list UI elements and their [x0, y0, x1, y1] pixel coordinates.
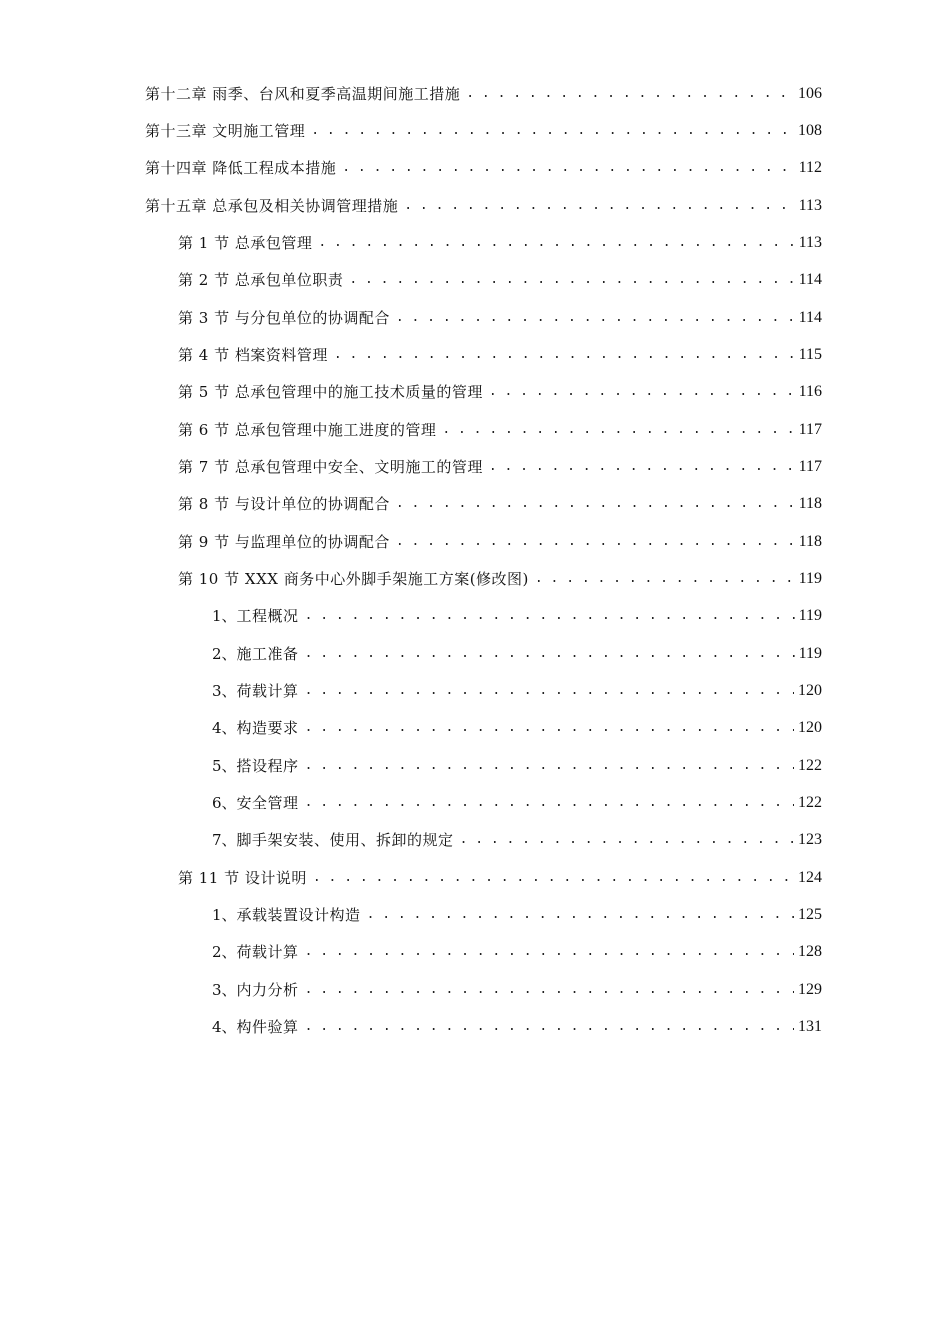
toc-entry-page: 131 — [798, 1018, 822, 1035]
toc-entry-title: 第十五章 总承包及相关协调管理措施 — [145, 197, 399, 215]
toc-entry-title: 第十二章 雨季、台风和夏季高温期间施工措施 — [145, 85, 461, 103]
dot-leader — [305, 754, 794, 778]
toc-entry-page: 128 — [798, 943, 822, 960]
toc-entry-page: 106 — [798, 85, 822, 102]
toc-entry-page: 119 — [798, 570, 822, 587]
dot-leader — [535, 567, 795, 591]
toc-entry-page: 119 — [798, 645, 822, 662]
toc-entry-number: 5、 — [212, 757, 237, 775]
toc-entry[interactable] — [212, 642, 822, 666]
toc-entry-title: 第 5 节 总承包管理中的施工技术质量的管理 — [178, 383, 483, 401]
toc-entry-title: 第 9 节 与监理单位的协调配合 — [178, 533, 390, 551]
toc-entry-page: 114 — [798, 271, 822, 288]
toc-entry-title: 第 3 节 与分包单位的协调配合 — [178, 309, 390, 327]
toc-entry[interactable] — [212, 828, 822, 852]
toc-entry[interactable] — [212, 978, 822, 1002]
toc-entry-number: 3、 — [212, 981, 237, 999]
dot-leader — [367, 903, 794, 927]
toc-entry-title: 第 8 节 与设计单位的协调配合 — [178, 495, 390, 513]
toc-entry-number: 4、 — [212, 719, 237, 737]
toc-entry-page: 122 — [798, 794, 822, 811]
dot-leader — [342, 156, 794, 180]
toc-entry-title: 荷载计算 — [236, 682, 299, 700]
toc-entry-title: 第 11 节 设计说明 — [178, 869, 307, 887]
toc-entry-page: 120 — [798, 719, 822, 736]
toc-entry-title: 第 10 节 XXX 商务中心外脚手架施工方案(修改图) — [178, 570, 529, 588]
dot-leader — [305, 679, 794, 703]
dot-leader — [396, 492, 795, 516]
toc-entry-page: 112 — [798, 159, 822, 176]
toc-entry-page: 120 — [798, 682, 822, 699]
toc-entry[interactable] — [212, 1015, 822, 1039]
toc-entry[interactable] — [178, 343, 822, 367]
dot-leader — [349, 268, 794, 292]
toc-entry[interactable] — [212, 903, 822, 927]
toc-entry-number: 2、 — [212, 943, 237, 961]
toc-entry-page: 117 — [798, 458, 822, 475]
toc-entry-page: 124 — [798, 869, 822, 886]
toc-entry[interactable] — [212, 940, 822, 964]
dot-leader — [305, 791, 794, 815]
toc-entry-title: 构件验算 — [236, 1018, 299, 1036]
toc-entry[interactable] — [145, 156, 822, 180]
dot-leader — [305, 940, 794, 964]
toc-entry-page: 129 — [798, 981, 822, 998]
toc-entry-page: 113 — [798, 234, 822, 251]
toc-entry-number: 7、 — [212, 831, 237, 849]
toc-entry[interactable] — [178, 306, 822, 330]
dot-leader — [396, 530, 795, 554]
toc-entry-title: 第 7 节 总承包管理中安全、文明施工的管理 — [178, 458, 483, 476]
dot-leader — [489, 380, 795, 404]
toc-entry[interactable] — [212, 754, 822, 778]
toc-entry-title: 内力分析 — [236, 981, 299, 999]
toc-entry-number: 6、 — [212, 794, 237, 812]
dot-leader — [305, 604, 795, 628]
dot-leader — [334, 343, 795, 367]
toc-entry-title: 第十三章 文明施工管理 — [145, 122, 306, 140]
toc-entry-page: 122 — [798, 757, 822, 774]
toc-entry-title: 施工准备 — [236, 645, 299, 663]
toc-entry-title: 搭设程序 — [236, 757, 299, 775]
dot-leader — [318, 231, 794, 255]
toc-entry-page: 108 — [798, 122, 822, 139]
toc-entry-title: 脚手架安装、使用、拆卸的规定 — [236, 831, 454, 849]
toc-entry[interactable] — [178, 268, 822, 292]
toc-entry-page: 114 — [798, 309, 822, 326]
dot-leader — [396, 306, 795, 330]
toc-entry-title: 构造要求 — [236, 719, 299, 737]
dot-leader — [442, 418, 794, 442]
dot-leader — [460, 828, 794, 852]
toc-entry[interactable] — [145, 119, 822, 143]
dot-leader — [305, 716, 794, 740]
dot-leader — [404, 194, 794, 218]
toc-entry-title: 第 1 节 总承包管理 — [178, 234, 313, 252]
toc-entry[interactable] — [178, 567, 822, 591]
dot-leader — [305, 1015, 794, 1039]
toc-entry[interactable] — [178, 492, 822, 516]
toc-entry-page: 117 — [798, 421, 822, 438]
toc-entry[interactable] — [178, 866, 822, 890]
toc-entry[interactable] — [178, 418, 822, 442]
dot-leader — [466, 82, 794, 106]
toc-entry-title: 荷载计算 — [236, 943, 299, 961]
toc-entry-title: 安全管理 — [236, 794, 299, 812]
dot-leader — [313, 866, 794, 890]
toc-entry-page: 113 — [798, 197, 822, 214]
toc-entry[interactable] — [145, 194, 822, 218]
dot-leader — [489, 455, 795, 479]
toc-entry-page: 119 — [798, 607, 822, 624]
toc-entry-title: 第十四章 降低工程成本措施 — [145, 159, 337, 177]
toc-entry-number: 1、 — [212, 906, 237, 924]
toc-entry[interactable] — [212, 679, 822, 703]
toc-entry-number: 2、 — [212, 645, 237, 663]
toc-entry-page: 116 — [798, 383, 822, 400]
toc-entry-title: 第 4 节 档案资料管理 — [178, 346, 328, 364]
toc-entry-page: 115 — [798, 346, 822, 363]
toc-entry-title: 第 2 节 总承包单位职责 — [178, 271, 344, 289]
dot-leader — [305, 978, 794, 1002]
toc-entry-page: 123 — [798, 831, 822, 848]
toc-entry[interactable] — [212, 604, 822, 628]
toc-entry[interactable] — [145, 82, 822, 106]
toc-entry-number: 3、 — [212, 682, 237, 700]
toc-entry-title: 第 6 节 总承包管理中施工进度的管理 — [178, 421, 437, 439]
toc-entry-number: 4、 — [212, 1018, 237, 1036]
toc-entry-page: 125 — [798, 906, 822, 923]
toc-entry-title: 承载装置设计构造 — [236, 906, 361, 924]
toc-entry[interactable] — [178, 380, 822, 404]
toc-entry-page: 118 — [798, 495, 822, 512]
dot-leader — [311, 119, 794, 143]
toc-entry[interactable] — [178, 231, 822, 255]
toc-entry-number: 1、 — [212, 607, 237, 625]
toc-entry-page: 118 — [798, 533, 822, 550]
toc-entry[interactable] — [212, 791, 822, 815]
dot-leader — [305, 642, 795, 666]
toc-entry[interactable] — [178, 455, 822, 479]
toc-entry-title: 工程概况 — [236, 607, 299, 625]
toc-entry[interactable] — [212, 716, 822, 740]
toc-entry[interactable] — [178, 530, 822, 554]
